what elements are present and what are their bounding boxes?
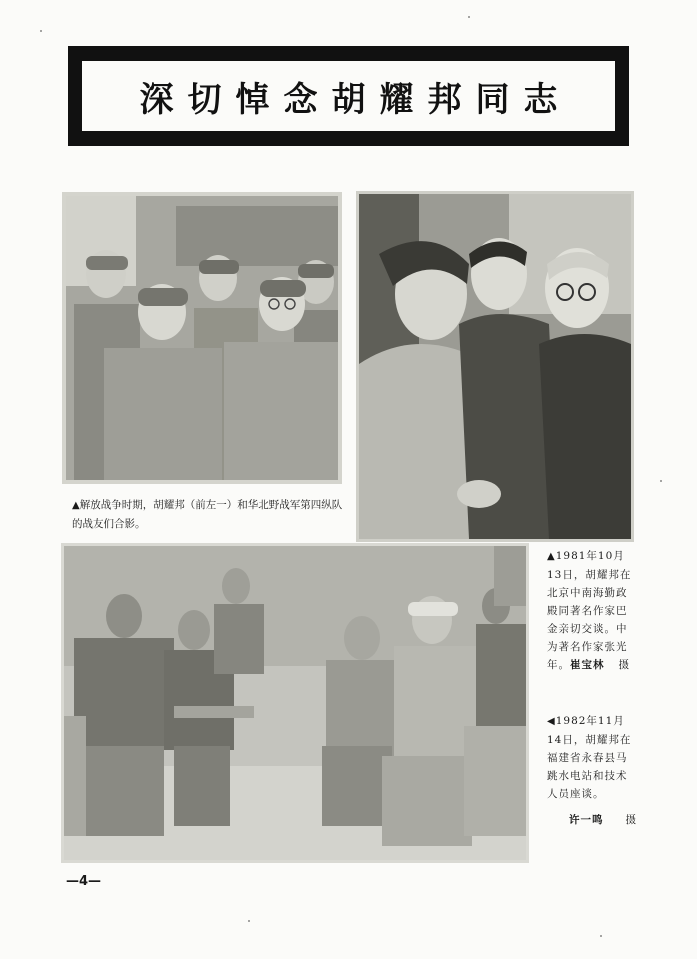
scan-speck xyxy=(40,30,42,32)
caption-photo1-text: 解放战争时期，胡耀邦（前左一）和华北野战军第四纵队的战友们合影。 xyxy=(72,499,343,530)
triangle-up-icon: ▲ xyxy=(72,500,80,511)
photo-soldiers-group xyxy=(62,192,342,484)
meeting-photo-image xyxy=(64,546,526,860)
photo-writers-conversation xyxy=(356,191,634,542)
title-banner xyxy=(68,46,629,146)
scan-speck xyxy=(660,480,662,482)
caption-photo2-text: 1981年10月13日，胡耀邦在北京中南海勤政殿同著名作家巴金亲切交谈。中为著名作家张光年。 xyxy=(547,550,632,671)
soldiers-photo-image xyxy=(66,196,338,480)
photographer-credit: 崔宝林 xyxy=(570,659,605,671)
caption-photo1 xyxy=(72,496,344,533)
photographer-credit: 许一鸣 xyxy=(569,814,604,826)
photo-hydropower-meeting xyxy=(61,543,529,863)
credit-suffix: 摄 xyxy=(618,659,630,671)
caption-photo3 xyxy=(547,712,637,829)
title-banner-inner xyxy=(80,59,617,133)
scan-speck xyxy=(248,920,250,922)
writers-photo-image xyxy=(359,194,631,539)
page-title: 深切悼念胡耀邦同志 xyxy=(139,79,572,120)
credit-suffix: 摄 xyxy=(625,814,637,826)
triangle-up-icon: ▲ xyxy=(547,551,556,562)
credit-line xyxy=(547,811,637,829)
scan-speck xyxy=(468,16,470,18)
caption-photo2 xyxy=(547,547,637,674)
caption-photo3-text: 1982年11月14日，胡耀邦在福建省永春县马跳水电站和技术人员座谈。 xyxy=(547,715,632,800)
triangle-left-icon: ◀ xyxy=(547,716,556,727)
page-number: —4— xyxy=(66,874,102,889)
scan-speck xyxy=(600,935,602,937)
